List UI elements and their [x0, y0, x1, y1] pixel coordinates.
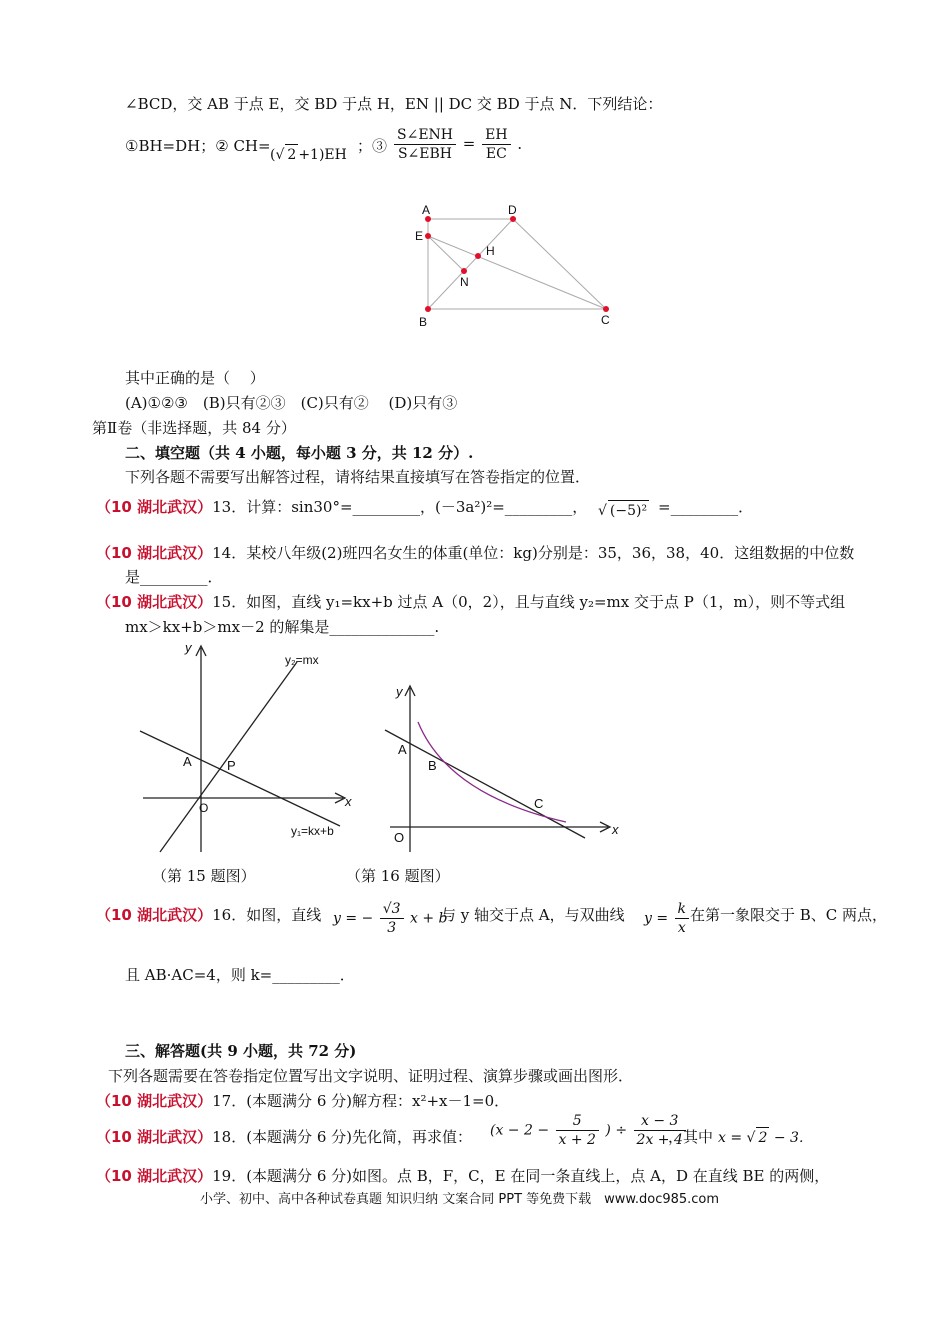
part3-instructions: 下列各题需要在答卷指定位置写出文字说明、证明过程、演算步骤或画出图形． — [108, 1067, 634, 1085]
frac-num: √3 — [380, 900, 404, 919]
fig15-origin: O — [199, 801, 209, 815]
label-d: D — [508, 203, 517, 217]
fig16-caption: （第 16 题图） — [346, 867, 450, 885]
q12-conclusions — [125, 136, 271, 156]
label-b: B — [419, 315, 428, 329]
fig15-y1-label: y₁=kx+b — [291, 824, 334, 838]
fig16-y-label: y — [396, 684, 403, 699]
period: ． — [517, 134, 533, 153]
page-footer: 小学、初中、高中各种试卷真题 知识归纳 文案合同 PPT 等免费下载 www.doc985.com — [200, 1192, 720, 1207]
figure-points — [425, 216, 609, 312]
fig16-x-label: x — [612, 822, 619, 837]
q18-expression — [490, 1112, 688, 1149]
q15-line2: mx＞kx+b＞mx－2 的解集是______________. — [125, 618, 440, 636]
q13-text-a: 13．计算：sin30°=_________，(－3a²)²=_________， — [212, 498, 588, 516]
label-e: E — [415, 229, 424, 243]
figure-16 — [380, 680, 630, 860]
q12-conclusion-3-label: ；③ — [357, 137, 388, 155]
expr-part1: (x − 2 − — [490, 1122, 550, 1139]
source-tag: （10 湖北武汉） — [96, 498, 213, 516]
paren-open: ( — [270, 147, 276, 163]
area-ratio-num: S∠ENH — [394, 126, 456, 145]
q18-x-value: x = √ 2 − 3． — [718, 1127, 813, 1148]
q13-sqrt-expr: √ (−5)² — [598, 500, 649, 521]
source-tag: （10 湖北武汉） — [96, 1128, 213, 1146]
frac-den: x + 2 — [558, 1132, 596, 1148]
equals-sign: = — [462, 134, 476, 153]
label-a: A — [422, 203, 431, 217]
eq-rhs: x + b — [410, 910, 448, 927]
segment-ratio-fraction — [482, 126, 510, 163]
x-sqrt-radicand: 2 — [756, 1127, 769, 1148]
source-tag: （10 湖北武汉） — [96, 593, 213, 611]
q18-text-a: 18．(本题满分 6 分)先化简，再求值： — [212, 1128, 472, 1146]
q19 — [96, 1166, 829, 1186]
area-ratio-fraction — [394, 126, 456, 163]
q15-line1 — [96, 592, 845, 612]
frac-den: 3 — [387, 920, 397, 936]
frac-num: k — [675, 900, 689, 919]
q14-line2: 是_________． — [125, 568, 223, 586]
hyp-lhs: y = — [644, 910, 669, 927]
frac-num: x − 3 — [634, 1112, 686, 1131]
sqrt-radicand: 2 — [285, 144, 298, 165]
q16-text-a: 16．如图，直线 — [212, 906, 322, 924]
part2-header: 第Ⅱ卷（非选择题，共 84 分） — [92, 419, 296, 437]
point-c — [603, 306, 609, 312]
q19-text: 19．(本题满分 6 分)如图。点 B，F，C，E 在同一条直线上，点 A，D 在直线 BE 的两侧， — [212, 1167, 830, 1185]
part2-title: 二、填空题（共 4 小题，每小题 3 分，共 12 分）. — [125, 444, 474, 462]
fig15-point-a: A — [183, 754, 192, 769]
segment-ec — [428, 236, 606, 309]
q12-conclusion-3-expr — [392, 126, 532, 163]
q13-text-b: =_________． — [658, 498, 754, 516]
fig15-y2-label: y₂=mx — [285, 653, 319, 667]
segment-bd — [428, 219, 513, 309]
q12-trapezoid-figure — [410, 200, 630, 335]
fig15-caption: （第 15 题图） — [152, 867, 256, 885]
q16-line2: 且 AB·AC=4，则 k=_________． — [125, 966, 355, 984]
label-n: N — [460, 275, 469, 289]
line-y2 — [160, 662, 297, 852]
q18-start — [96, 1127, 472, 1147]
frac-den: 2x + 4 — [636, 1132, 683, 1148]
q18-text-b: ，其中 — [668, 1128, 714, 1146]
segment-en — [428, 236, 464, 271]
sqrt-2: √ 2 — [275, 147, 298, 163]
q16-text-c: 在第一象限交于 B、C 两点， — [690, 906, 888, 924]
q16-hyperbola-equation — [644, 900, 691, 937]
q12-ask: 其中正确的是（ ） — [125, 369, 265, 387]
point-b — [425, 306, 431, 312]
source-tag: （10 湖北武汉） — [96, 1167, 213, 1185]
part2-instructions: 下列各题不需要写出解答过程，请将结果直接填写在答卷指定的位置． — [125, 468, 591, 486]
segment-ratio-num: EH — [482, 126, 510, 145]
fig15-y-label: y — [185, 640, 192, 655]
fig16-point-b: B — [428, 758, 437, 773]
fig15-x-label: x — [345, 794, 352, 809]
q12-conclusion-2-expr — [270, 144, 347, 165]
expr-part2: ) ÷ — [605, 1122, 628, 1139]
q12-options: (A)①②③ (B)只有②③ (C)只有② (D)只有③ — [125, 394, 458, 412]
part3-title: 三、解答题(共 9 小题，共 72 分) — [125, 1042, 357, 1060]
q12-line1: ∠BCD，交 AB 于点 E，交 BD 于点 H，EN || DC 交 BD 于点 N．下列结论： — [125, 95, 663, 113]
expr-tail: +1)EH — [298, 147, 347, 163]
label-h: H — [486, 244, 495, 258]
fig16-point-a: A — [398, 742, 407, 757]
hyperbola-curve — [418, 722, 566, 822]
segment-dc — [513, 219, 606, 309]
q13-sqrt-radicand: (−5)² — [608, 500, 649, 521]
x-eq: x = — [718, 1130, 743, 1146]
label-c: C — [601, 313, 610, 327]
q13 — [96, 497, 587, 517]
point-h — [475, 253, 481, 259]
point-n — [461, 268, 467, 274]
eq-lhs: y = − — [333, 910, 374, 927]
source-tag: （10 湖北武汉） — [96, 544, 213, 562]
q16-start — [96, 905, 321, 925]
fig16-point-c: C — [534, 796, 544, 811]
source-tag: （10 湖北武汉） — [96, 906, 213, 924]
q14-text: 14．某校八年级(2)班四名女生的体重(单位：kg)分别是：35，36，38，40．这组数据的中位数 — [212, 544, 855, 562]
source-tag: （10 湖北武汉） — [96, 1092, 213, 1110]
k-over-x — [675, 900, 689, 937]
area-ratio-den: S∠EBH — [397, 146, 453, 162]
line-y1 — [140, 731, 340, 826]
five-over-x-plus-2 — [556, 1112, 599, 1149]
frac-num: 5 — [556, 1112, 599, 1131]
figure-lines — [428, 219, 606, 309]
q16-text-b: 与 y 轴交于点 A，与双曲线 — [441, 906, 625, 924]
fig16-origin: O — [394, 830, 405, 845]
q15-text: 15．如图，直线 y₁=kx+b 过点 A（0，2），且与直线 y₂=mx 交于点 P（1，m），则不等式组 — [212, 593, 846, 611]
frac-den: x — [677, 920, 686, 936]
q17-text: 17．(本题满分 6 分)解方程：x²+x－1=0． — [212, 1092, 510, 1110]
period: ． — [798, 1130, 813, 1146]
q14-line1 — [96, 543, 854, 563]
q12-conclusion-1-2: ①BH=DH；② CH= — [125, 137, 271, 155]
q16-line-equation — [333, 900, 448, 937]
q17 — [96, 1091, 509, 1111]
x-tail: − 3 — [773, 1130, 799, 1146]
fig15-point-p: P — [227, 758, 236, 773]
segment-ratio-den: EC — [485, 146, 507, 162]
figure-15 — [135, 640, 365, 860]
point-e — [425, 233, 431, 239]
sqrt3-over-3 — [380, 900, 404, 937]
line-abc — [385, 730, 585, 838]
